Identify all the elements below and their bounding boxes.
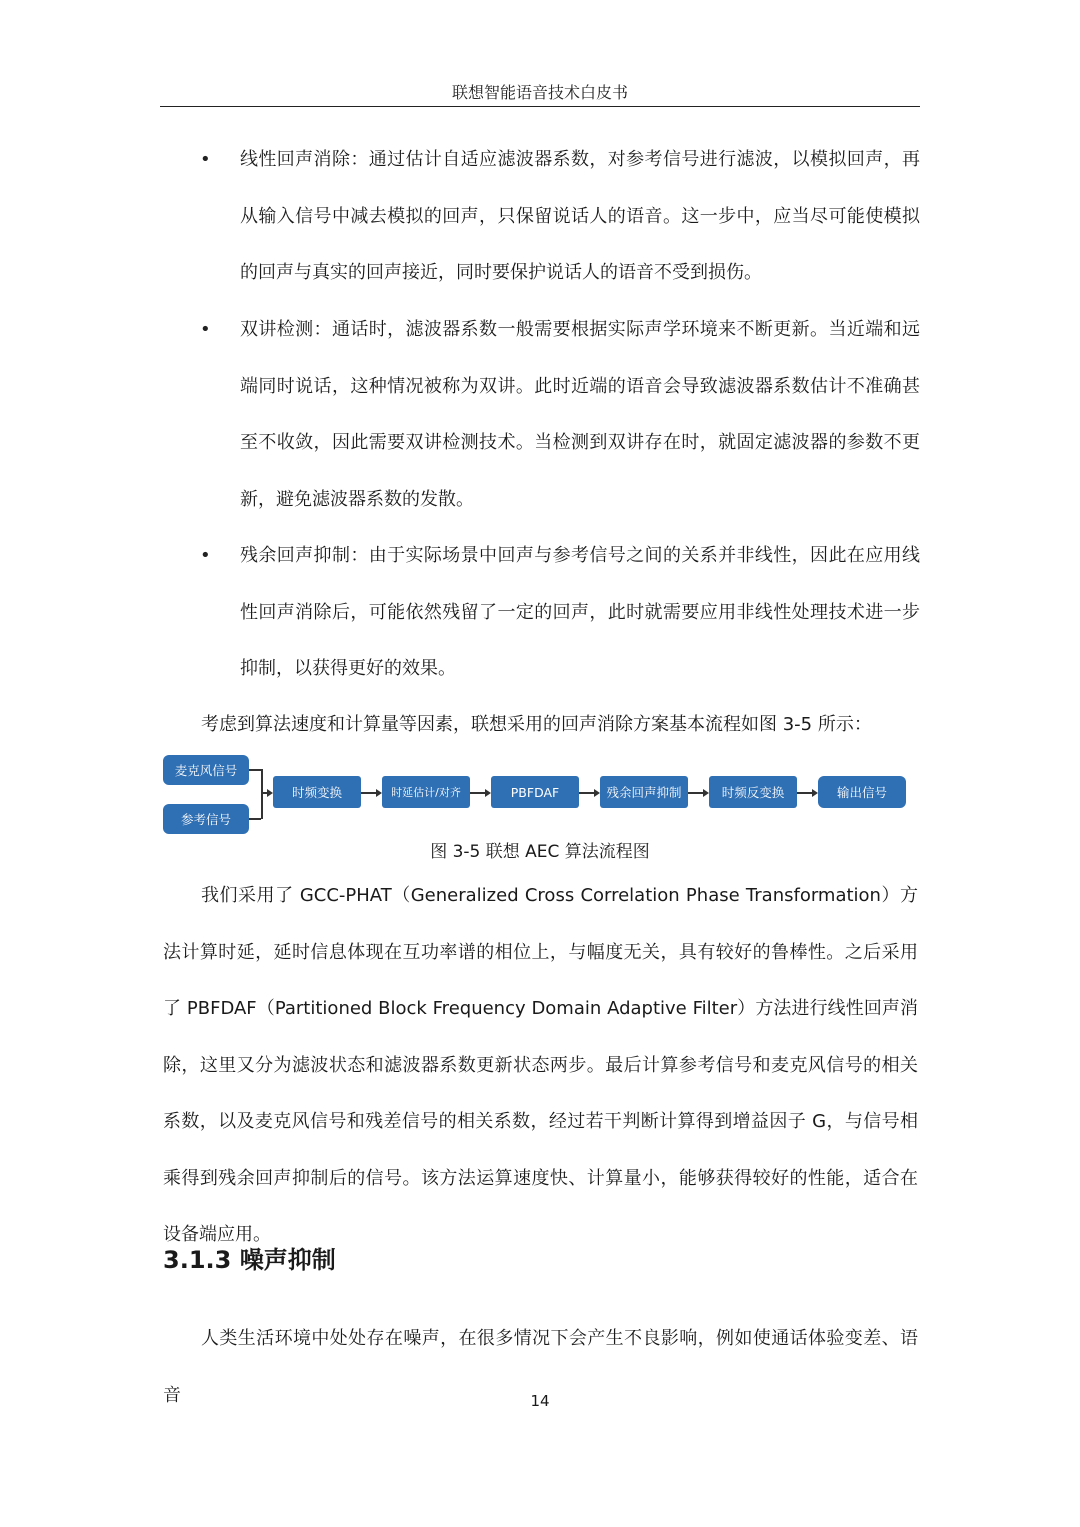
connector-line <box>797 792 813 794</box>
flow-step-inverse-transform: 时频反变换 <box>709 776 797 808</box>
connector-line <box>261 769 263 819</box>
bullet-linear-aec <box>200 132 920 302</box>
bullet-marker: • <box>200 545 211 566</box>
flow-step-output: 输出信号 <box>818 776 906 808</box>
flow-intro-paragraph: 考虑到算法速度和计算量等因素，联想采用的回声消除方案基本流程如图 3-5 所示： <box>201 714 872 735</box>
connector-line <box>249 769 261 771</box>
flow-input-reference: 参考信号 <box>163 804 249 834</box>
section-number: 3.1.3 <box>163 1246 232 1274</box>
connector-line <box>470 792 486 794</box>
section-heading <box>163 1240 336 1280</box>
bullet-residual-echo <box>200 528 920 698</box>
flow-input-mic: 麦克风信号 <box>163 755 249 785</box>
bullet-marker: • <box>200 319 211 340</box>
header-rule <box>160 106 920 107</box>
flow-step-residual-suppression: 残余回声抑制 <box>600 776 688 808</box>
noise-intro-paragraph: 人类生活环境中处处存在噪声，在很多情况下会产生不良影响，例如使通话体验变差、语音 <box>163 1328 918 1406</box>
bullet-marker: • <box>200 149 211 170</box>
connector-line <box>249 818 261 820</box>
bullet-text: 残余回声抑制：由于实际场景中回声与参考信号之间的关系并非线性，因此在应用线性回声消除后，可能依然残留了一定的回声，此时就需要应用非线性处理技术进一步抑制，以获得更好的效果。 <box>240 545 920 679</box>
aec-flowchart <box>160 752 920 838</box>
connector-line <box>688 792 704 794</box>
figure-caption: 图 3-5 联想 AEC 算法流程图 <box>430 842 650 862</box>
document-header: 联想智能语音技术白皮书 <box>451 83 628 102</box>
flow-step-pbfdaf: PBFDAF <box>491 776 579 808</box>
body-paragraph: 我们采用了 GCC-PHAT（Generalized Cross Correlation Phase Transformation）方法计算时延，延时信息体现在互功率谱的相位上，与幅度无关，具有较好的鲁棒性。之后采用了 PBFDAF（Partitioned Block Frequency Domain Adaptive Filter）方法进行线性回声消除，这里又分为滤波状态和滤波器系数更新状态两步。最后计算参考信号和麦克风信号的相关系数，以及麦克风信号和残差信号的相关系数，经过若干判断计算得到增益因子 G，与信号相乘得到残余回声抑制后的信号。该方法运算速度快、计算量小，能够获得较好的性能，适合在设备端应用。 <box>163 885 918 1245</box>
connector-line <box>579 792 595 794</box>
bullet-double-talk <box>200 302 920 528</box>
bullet-text: 线性回声消除：通过估计自适应滤波器系数，对参考信号进行滤波，以模拟回声，再从输入信号中减去模拟的回声，只保留说话人的语音。这一步中，应当尽可能使模拟的回声与真实的回声接近，同时要保护说话人的语音不受到损伤。 <box>240 149 920 283</box>
page-number: 14 <box>530 1392 550 1410</box>
flow-step-delay-align: 时延估计/对齐 <box>382 776 470 808</box>
connector-line <box>361 792 377 794</box>
flow-step-tf-transform: 时频变换 <box>273 776 361 808</box>
section-title: 噪声抑制 <box>239 1246 336 1274</box>
bullet-text: 双讲检测：通话时，滤波器系数一般需要根据实际声学环境来不断更新。当近端和远端同时说话，这种情况被称为双讲。此时近端的语音会导致滤波器系数估计不准确甚至不收敛，因此需要双讲检测技术。当检测到双讲存在时，就固定滤波器的参数不更新，避免滤波器系数的发散。 <box>240 319 920 510</box>
